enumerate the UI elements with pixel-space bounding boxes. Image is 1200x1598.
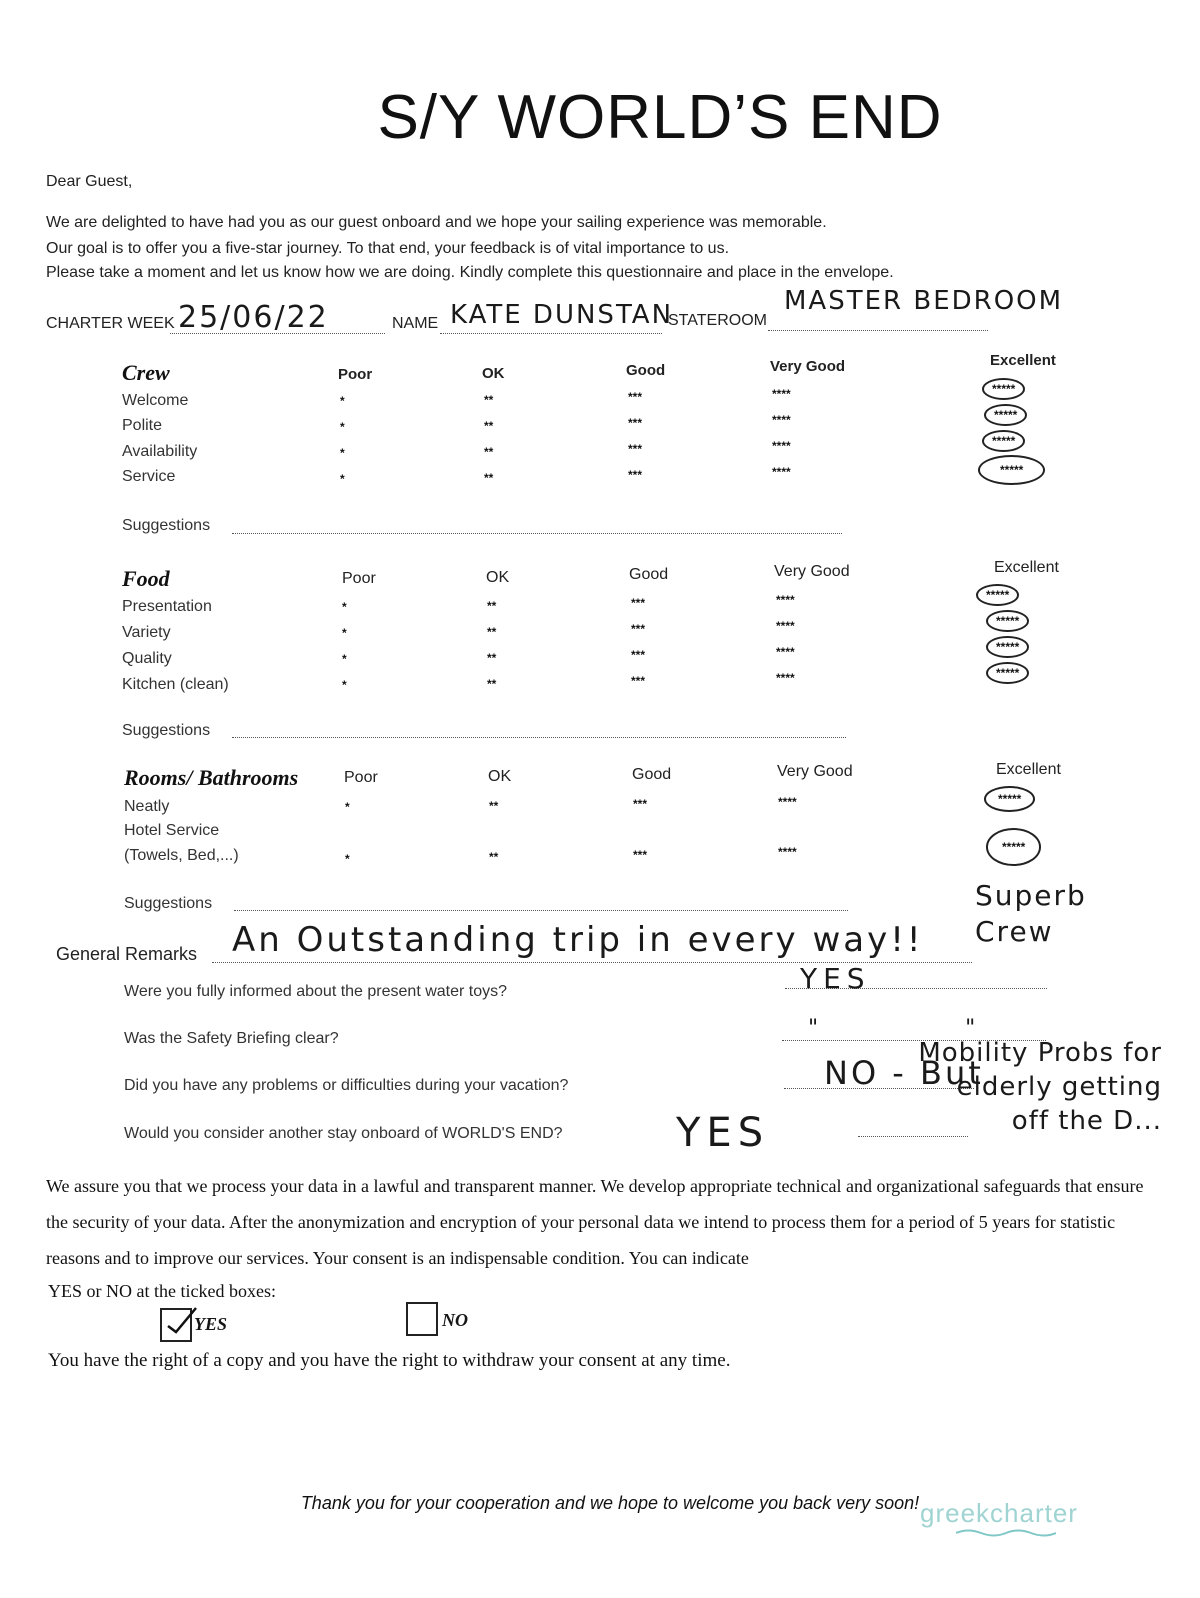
rating-ok[interactable]: ** (484, 393, 494, 407)
rating-very-good[interactable]: **** (778, 795, 797, 809)
crew-col-excellent: Excellent (990, 352, 1056, 369)
rating-good[interactable]: *** (633, 797, 648, 811)
crew-row-label: Welcome (122, 392, 189, 409)
name-value[interactable]: KATE DUNSTAN (450, 300, 674, 330)
crew-row-label: Service (122, 468, 176, 485)
rights-text: You have the right of a copy and you have the right to withdraw your consent at any time. (48, 1350, 731, 1371)
answer-value[interactable]: YES (676, 1110, 770, 1156)
rating-good[interactable]: *** (631, 596, 646, 610)
rating-excellent-selected[interactable]: ***** (984, 404, 1027, 426)
rating-very-good[interactable]: **** (772, 465, 791, 479)
food-row-label: Variety (122, 624, 171, 641)
rooms-col-very-good: Very Good (777, 763, 853, 780)
answer-line (858, 1136, 968, 1137)
rating-poor[interactable]: * (342, 678, 347, 692)
crew-suggestions-field[interactable] (232, 533, 842, 534)
form-title: S/Y WORLD’S END (377, 83, 943, 152)
rating-very-good[interactable]: **** (772, 413, 791, 427)
rating-good[interactable]: *** (631, 648, 646, 662)
question-text: Did you have any problems or difficulties during your vacation? (124, 1077, 569, 1094)
rooms-suggestions-value[interactable]: Superb Crew (975, 879, 1087, 948)
rating-excellent-selected[interactable]: ***** (986, 828, 1041, 866)
answer-value[interactable]: YES (800, 962, 871, 995)
rooms-suggestions-label: Suggestions (124, 895, 213, 912)
rating-good[interactable]: *** (628, 468, 643, 482)
answer-value[interactable]: " " (808, 1016, 1046, 1041)
rating-ok[interactable]: ** (484, 471, 494, 485)
stateroom-line (768, 330, 988, 331)
rating-excellent-selected[interactable]: ***** (976, 584, 1019, 606)
consent-yes-label: YES (194, 1314, 228, 1334)
rating-excellent-selected[interactable]: ***** (986, 636, 1029, 658)
crew-section-title: Crew (122, 360, 170, 385)
crew-row-label: Availability (122, 443, 198, 460)
consent-yes-checkbox[interactable] (160, 1308, 192, 1342)
rooms-section-title: Rooms/ Bathrooms (124, 765, 299, 790)
stateroom-value[interactable]: MASTER BEDROOM (784, 286, 1064, 316)
general-remarks-label: General Remarks (56, 944, 198, 964)
rating-poor[interactable]: * (340, 394, 345, 408)
rating-poor[interactable]: * (340, 420, 345, 434)
charter-week-value[interactable]: 25/06/22 (178, 300, 329, 335)
rating-ok[interactable]: ** (487, 677, 497, 691)
rating-very-good[interactable]: **** (776, 619, 795, 633)
rooms-col-ok: OK (488, 768, 512, 785)
rating-very-good[interactable]: **** (778, 845, 797, 859)
rooms-row-label: Neatly (124, 798, 170, 815)
rating-poor[interactable]: * (340, 446, 345, 460)
crew-col-ok: OK (482, 365, 505, 382)
rating-excellent-selected[interactable]: ***** (986, 662, 1029, 684)
rating-ok[interactable]: ** (489, 850, 499, 864)
rooms-row-label: Hotel Service (124, 822, 220, 839)
rating-good[interactable]: *** (631, 674, 646, 688)
rating-poor[interactable]: * (342, 626, 347, 640)
rating-excellent-selected[interactable]: ***** (982, 378, 1025, 400)
charter-week-label: CHARTER WEEK (46, 315, 175, 332)
rating-ok[interactable]: ** (484, 419, 494, 433)
food-col-poor: Poor (342, 570, 376, 587)
rooms-col-good: Good (632, 766, 672, 783)
rating-poor[interactable]: * (342, 600, 347, 614)
intro-line-2: Our goal is to offer you a five-star journey. To that end, your feedback is of vital importance to us. (46, 240, 730, 257)
name-label: NAME (392, 315, 439, 332)
rating-excellent-selected[interactable]: ***** (986, 610, 1029, 632)
consent-instruction: YES or NO at the ticked boxes: (48, 1281, 276, 1301)
crew-col-very-good: Very Good (770, 358, 846, 375)
rating-very-good[interactable]: **** (776, 645, 795, 659)
food-row-label: Presentation (122, 598, 212, 615)
stateroom-label: STATEROOM (668, 312, 767, 329)
food-suggestions-label: Suggestions (122, 722, 211, 739)
watermark-logo: greekcharter (920, 1498, 1078, 1528)
rating-very-good[interactable]: **** (772, 387, 791, 401)
intro-line-1: We are delighted to have had you as our guest onboard and we hope your sailing experience was memorable. (46, 214, 827, 231)
rating-good[interactable]: *** (628, 442, 643, 456)
general-remarks-value[interactable]: An Outstanding trip in every way!! (232, 920, 924, 960)
consent-text: We assure you that we process your data in a lawful and transparent manner. We develop appropriate technical and organizational safeguards that ensure the security of your data. After the anonymization and encryption of your personal data we intend to process them for a period of 5 years for statistic reasons and to improve our services. Your consent is an indispensable condition. You can indicate (46, 1176, 1144, 1268)
consent-no-checkbox[interactable] (406, 1302, 438, 1336)
food-row-label: Quality (122, 650, 172, 667)
food-suggestions-field[interactable] (232, 737, 846, 738)
rating-poor[interactable]: * (345, 800, 350, 814)
rating-poor[interactable]: * (340, 472, 345, 486)
consent-no-label: NO (442, 1310, 468, 1330)
crew-suggestions-label: Suggestions (122, 517, 211, 534)
rating-excellent-selected[interactable]: ***** (978, 455, 1045, 485)
food-section-title: Food (122, 566, 170, 591)
name-line (440, 333, 662, 334)
rating-poor[interactable]: * (345, 852, 350, 866)
answer-value[interactable]: NO - But (824, 1054, 984, 1092)
rating-ok[interactable]: ** (487, 625, 497, 639)
question-text: Were you fully informed about the present water toys? (124, 983, 508, 1000)
rating-very-good[interactable]: **** (772, 439, 791, 453)
food-row-label: Kitchen (clean) (122, 676, 229, 693)
question-text: Was the Safety Briefing clear? (124, 1030, 339, 1047)
crew-col-poor: Poor (338, 366, 373, 383)
rating-excellent-selected[interactable]: ***** (984, 786, 1035, 812)
rating-very-good[interactable]: **** (776, 593, 795, 607)
rating-good[interactable]: *** (628, 390, 643, 404)
rating-excellent-selected[interactable]: ***** (982, 430, 1025, 452)
answer-note[interactable]: Mobility Probs for elderly getting off the D... (918, 1038, 1162, 1136)
rating-ok[interactable]: ** (484, 445, 494, 459)
rating-good[interactable]: *** (633, 848, 648, 862)
rating-ok[interactable]: ** (487, 651, 497, 665)
food-col-very-good: Very Good (774, 563, 850, 580)
question-text: Would you consider another stay onboard of WORLD'S END? (124, 1125, 563, 1142)
footer-thanks: Thank you for your cooperation and we hope to welcome you back very soon! (300, 1493, 920, 1513)
food-col-good: Good (629, 566, 669, 583)
rooms-col-poor: Poor (344, 769, 378, 786)
crew-col-good: Good (626, 362, 666, 379)
intro-line-3: Please take a moment and let us know how we are doing. Kindly complete this questionnaire and place in the envelope. (46, 264, 894, 281)
rating-very-good[interactable]: **** (776, 671, 795, 685)
rooms-row-label-sub: (Towels, Bed,...) (124, 847, 239, 864)
rooms-suggestions-field[interactable] (234, 910, 848, 911)
rating-good[interactable]: *** (631, 622, 646, 636)
greeting: Dear Guest, (46, 173, 133, 190)
crew-row-label: Polite (122, 417, 163, 434)
checkmark-icon (164, 1304, 198, 1336)
rating-good[interactable]: *** (628, 416, 643, 430)
rating-ok[interactable]: ** (487, 599, 497, 613)
rating-poor[interactable]: * (342, 652, 347, 666)
rating-ok[interactable]: ** (489, 799, 499, 813)
food-col-excellent: Excellent (994, 559, 1059, 576)
food-col-ok: OK (486, 569, 510, 586)
wave-icon (956, 1528, 1056, 1538)
rooms-col-excellent: Excellent (996, 761, 1061, 778)
